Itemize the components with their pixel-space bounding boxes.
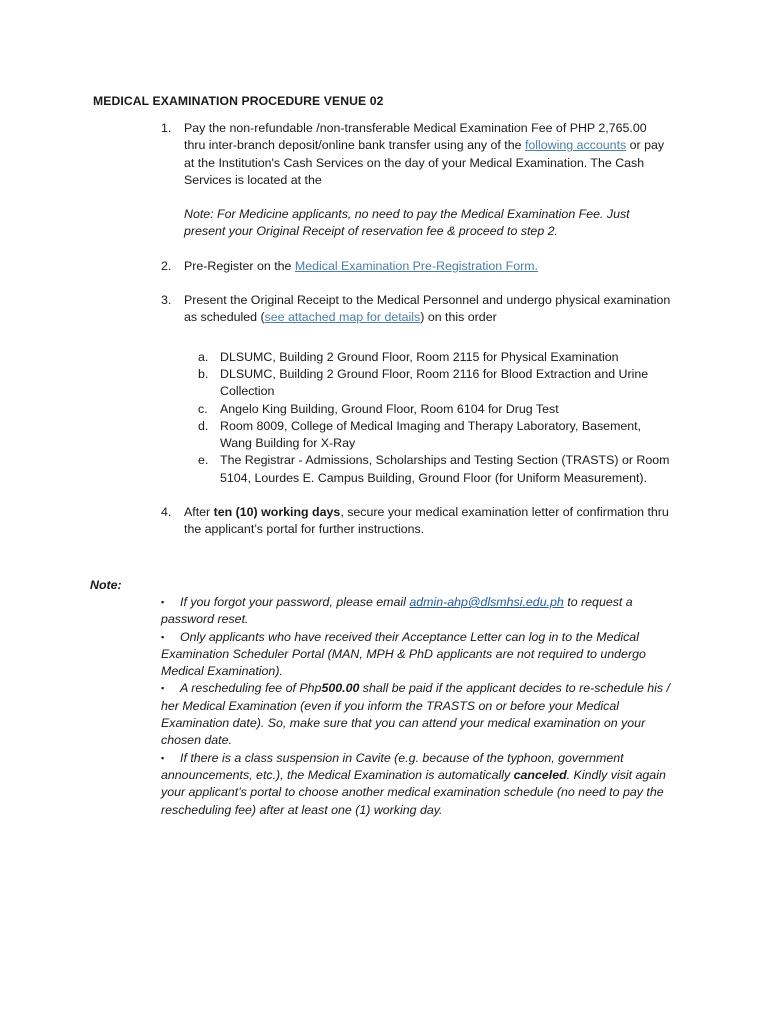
step-text: , secure your medical examination letter of confirmation thru the applicant’s portal for further instructions. [184,505,669,537]
sub-item-b [161,366,671,401]
note-item-acceptance [161,629,679,681]
sub-item-text: Room 8009, College of Medical Imaging and Therapy Laboratory, Basement, Wang Building for X-Ray [220,418,642,451]
working-days-emphasis: ten (10) working days [213,505,341,520]
sub-item-letter: b. [198,366,209,381]
sub-item-letter: e. [198,453,209,468]
note-item-password [161,594,679,629]
sub-item-text: DLSUMC, Building 2 Ground Floor, Room 2116 for Blood Extraction and Urine Collection [220,366,649,399]
sub-item-text: Angelo King Building, Ground Floor, Room 6104 for Drug Test [220,401,559,416]
map-details-link[interactable]: see attached map for details [264,310,421,325]
following-accounts-link[interactable]: following accounts [524,138,627,153]
note-item-suspension [161,750,679,819]
step-number: 3. [161,293,172,308]
step-text: After [184,505,214,520]
notes-label: Note: [90,578,122,592]
note-item-rescheduling [161,680,679,749]
step-3 [161,292,671,327]
sub-item-e [161,452,671,487]
step-text: ) on this order [420,310,497,325]
bullet-icon: ▪ [161,597,165,607]
canceled-emphasis: canceled [513,767,567,782]
sub-item-letter: c. [198,401,208,416]
sub-item-letter: a. [198,349,209,364]
step-text: Present the Original Receipt to the Medical Personnel and undergo physical examination as scheduled ( [184,293,671,325]
page-title: MEDICAL EXAMINATION PROCEDURE VENUE 02 [93,94,384,108]
note-text: . Kindly visit again your applicant’s portal to choose another medical examination schedule (no need to pay the rescheduling fee) after at least one (1) working day. [161,767,666,817]
step-text: or pay at the Institution's Cash Services on the day of your Medical Examination. The Cash Services is located at the [184,138,665,187]
note-text: If there is a class suspension in Cavite (e.g. because of the typhoon, government announcements, etc.), the Medical Examination is automatically [161,750,624,782]
sub-item-letter: d. [198,418,209,433]
note-text: to request a password reset. [161,595,633,627]
bullet-icon: ▪ [161,752,165,763]
notes-list [161,594,679,819]
note-text: If you forgot your password, please email [180,595,410,609]
sub-item-d [161,418,671,453]
step-2 [161,258,671,275]
sub-item-a [161,349,671,366]
step-number: 2. [161,258,172,273]
pre-registration-form-link[interactable]: Medical Examination Pre-Registration Form. [294,258,538,273]
fee-amount: 500.00 [321,681,360,696]
sub-item-text: DLSUMC, Building 2 Ground Floor, Room 2115 for Physical Examination [220,349,619,364]
step-4 [161,504,671,539]
medicine-applicants-note: Note: For Medicine applicants, no need to pay the Medical Examination Fee. Just present your Original Receipt of reservation fee & proceed to step 2. [184,207,630,239]
note-text: shall be paid if the applicant decides to re-schedule his / her Medical Examination (even if you inform the TRASTS on or before your Medical Examination date). So, make sure that you can attend your medical examination on your chosen date. [161,681,671,748]
bullet-icon: ▪ [161,631,165,642]
step-text: Pre-Register on the [184,258,295,273]
procedure-steps [161,120,671,539]
step-text: Pay the non-refundable /non-transferable Medical Examination Fee of PHP 2,765.00 thru inter-branch deposit/online bank transfer using any of the [184,121,647,153]
step-1 [161,120,671,241]
sub-item-c [161,401,671,418]
support-email-link[interactable]: admin-ahp@dlsmhsi.edu.ph [409,595,564,609]
note-text: A rescheduling fee of Php [180,681,322,696]
bullet-icon: ▪ [161,683,165,694]
sub-item-text: The Registrar - Admissions, Scholarships and Testing Section (TRASTS) or Room 5104, Lourdes E. Campus Building, Ground Floor (for Uniform Measurement). [220,453,670,485]
step-number: 1. [161,121,172,135]
note-text: Only applicants who have received their Acceptance Letter can log in to the Medical Examination Scheduler Portal (MAN, MPH & PhD applicants are not required to undergo Medical Examination). [161,629,646,679]
step-number: 4. [161,505,172,520]
